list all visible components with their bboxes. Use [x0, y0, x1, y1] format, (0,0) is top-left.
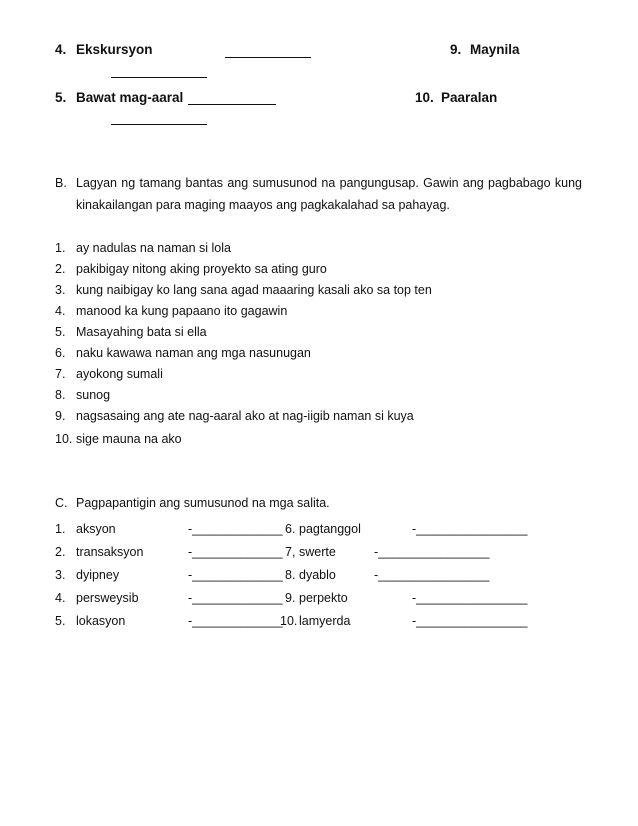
part-b-item-number: 4. — [55, 304, 66, 318]
part-b-item-text: kung naibigay ko lang sana agad maaaring kasali ako sa top ten — [76, 283, 432, 297]
part-c-left-blank: -_____________ — [188, 545, 283, 559]
part-b-item-number: 8. — [55, 388, 66, 402]
part-b-item-text: naku kawawa naman ang mga nasunugan — [76, 346, 311, 360]
part-b-item-number: 2. — [55, 262, 66, 276]
part-c-right-word: dyablo — [299, 568, 336, 582]
part-c-left-word: dyipney — [76, 568, 120, 582]
part-c-left-blank: -_____________ — [188, 591, 283, 605]
part-c-left-word: transaksyon — [76, 545, 144, 559]
part-c-letter: C. — [55, 496, 68, 510]
part-b-item-text: pakibigay nitong aking proyekto sa ating guro — [76, 262, 327, 276]
part-c-right-number: 10. — [280, 614, 298, 628]
part-b-item-number: 9. — [55, 409, 66, 423]
part-c-left-word: aksyon — [76, 522, 116, 536]
part-a-item-9-word: Maynila — [470, 42, 520, 57]
part-a-item-5-word: Bawat mag-aaral — [76, 90, 184, 105]
part-b-item-number: 1. — [55, 241, 66, 255]
part-c-right-blank: -________________ — [374, 545, 490, 559]
part-c-right-blank: -________________ — [412, 614, 528, 628]
part-a-item-10-number: 10. — [415, 90, 434, 105]
part-c-right-blank: -________________ — [374, 568, 490, 582]
part-c-right-number: 8. — [285, 568, 296, 582]
part-c-left-blank: -_____________ — [188, 568, 283, 582]
part-b-item-number: 10. — [55, 432, 73, 446]
part-c-right-word: lamyerda — [299, 614, 351, 628]
part-c-left-number: 4. — [55, 591, 66, 605]
part-c-right-word: pagtanggol — [299, 522, 361, 536]
part-a-item-4-answer-line — [225, 57, 311, 58]
part-b-instruction-line-1: Lagyan ng tamang bantas ang sumusunod na pangungusap. Gawin ang pagbabago kung — [76, 176, 582, 190]
part-b-item-text: manood ka kung papaano ito gagawin — [76, 304, 288, 318]
part-b-item-text: sige mauna na ako — [76, 432, 182, 446]
part-b-item-text: nagsasaing ang ate nag-aaral ako at nag-iigib naman si kuya — [76, 409, 414, 423]
part-a-item-4-number: 4. — [55, 42, 67, 57]
part-c-left-number: 3. — [55, 568, 66, 582]
part-a-item-9-answer-line — [111, 77, 207, 78]
part-b-item-number: 7. — [55, 367, 66, 381]
part-b-instruction-line-2: kinakailangan para maging maayos ang pagkakalahad sa pahayag. — [76, 198, 450, 212]
part-b-item-number: 6. — [55, 346, 66, 360]
part-c-instruction: Pagpapantigin ang sumusunod na mga salita. — [76, 496, 330, 510]
part-c-left-blank: -_____________ — [188, 614, 283, 628]
part-c-left-number: 1. — [55, 522, 66, 536]
part-a-item-9-number: 9. — [450, 42, 462, 57]
part-a-item-5-answer-line — [188, 104, 276, 105]
part-b-item-number: 3. — [55, 283, 66, 297]
part-b-item-text: ay nadulas na naman si lola — [76, 241, 231, 255]
part-a-item-4-word: Ekskursyon — [76, 42, 153, 57]
part-c-left-word: lokasyon — [76, 614, 126, 628]
part-a-item-10-answer-line — [111, 124, 207, 125]
part-c-left-blank: -_____________ — [188, 522, 283, 536]
part-c-right-blank: -________________ — [412, 522, 528, 536]
part-c-right-word: swerte — [299, 545, 336, 559]
part-c-left-word: persweysib — [76, 591, 139, 605]
part-a-item-5-number: 5. — [55, 90, 67, 105]
part-c-left-number: 5. — [55, 614, 66, 628]
part-c-right-word: perpekto — [299, 591, 348, 605]
part-b-letter: B. — [55, 176, 67, 190]
part-b-item-text: sunog — [76, 388, 111, 402]
part-c-right-number: 9. — [285, 591, 296, 605]
part-a-item-10-word: Paaralan — [441, 90, 498, 105]
part-b-item-number: 5. — [55, 325, 66, 339]
part-c-right-number: 7, — [285, 545, 296, 559]
part-c-right-blank: -________________ — [412, 591, 528, 605]
part-c-right-number: 6. — [285, 522, 296, 536]
part-c-left-number: 2. — [55, 545, 66, 559]
part-b-item-text: Masayahing bata si ella — [76, 325, 207, 339]
part-b-item-text: ayokong sumali — [76, 367, 163, 381]
